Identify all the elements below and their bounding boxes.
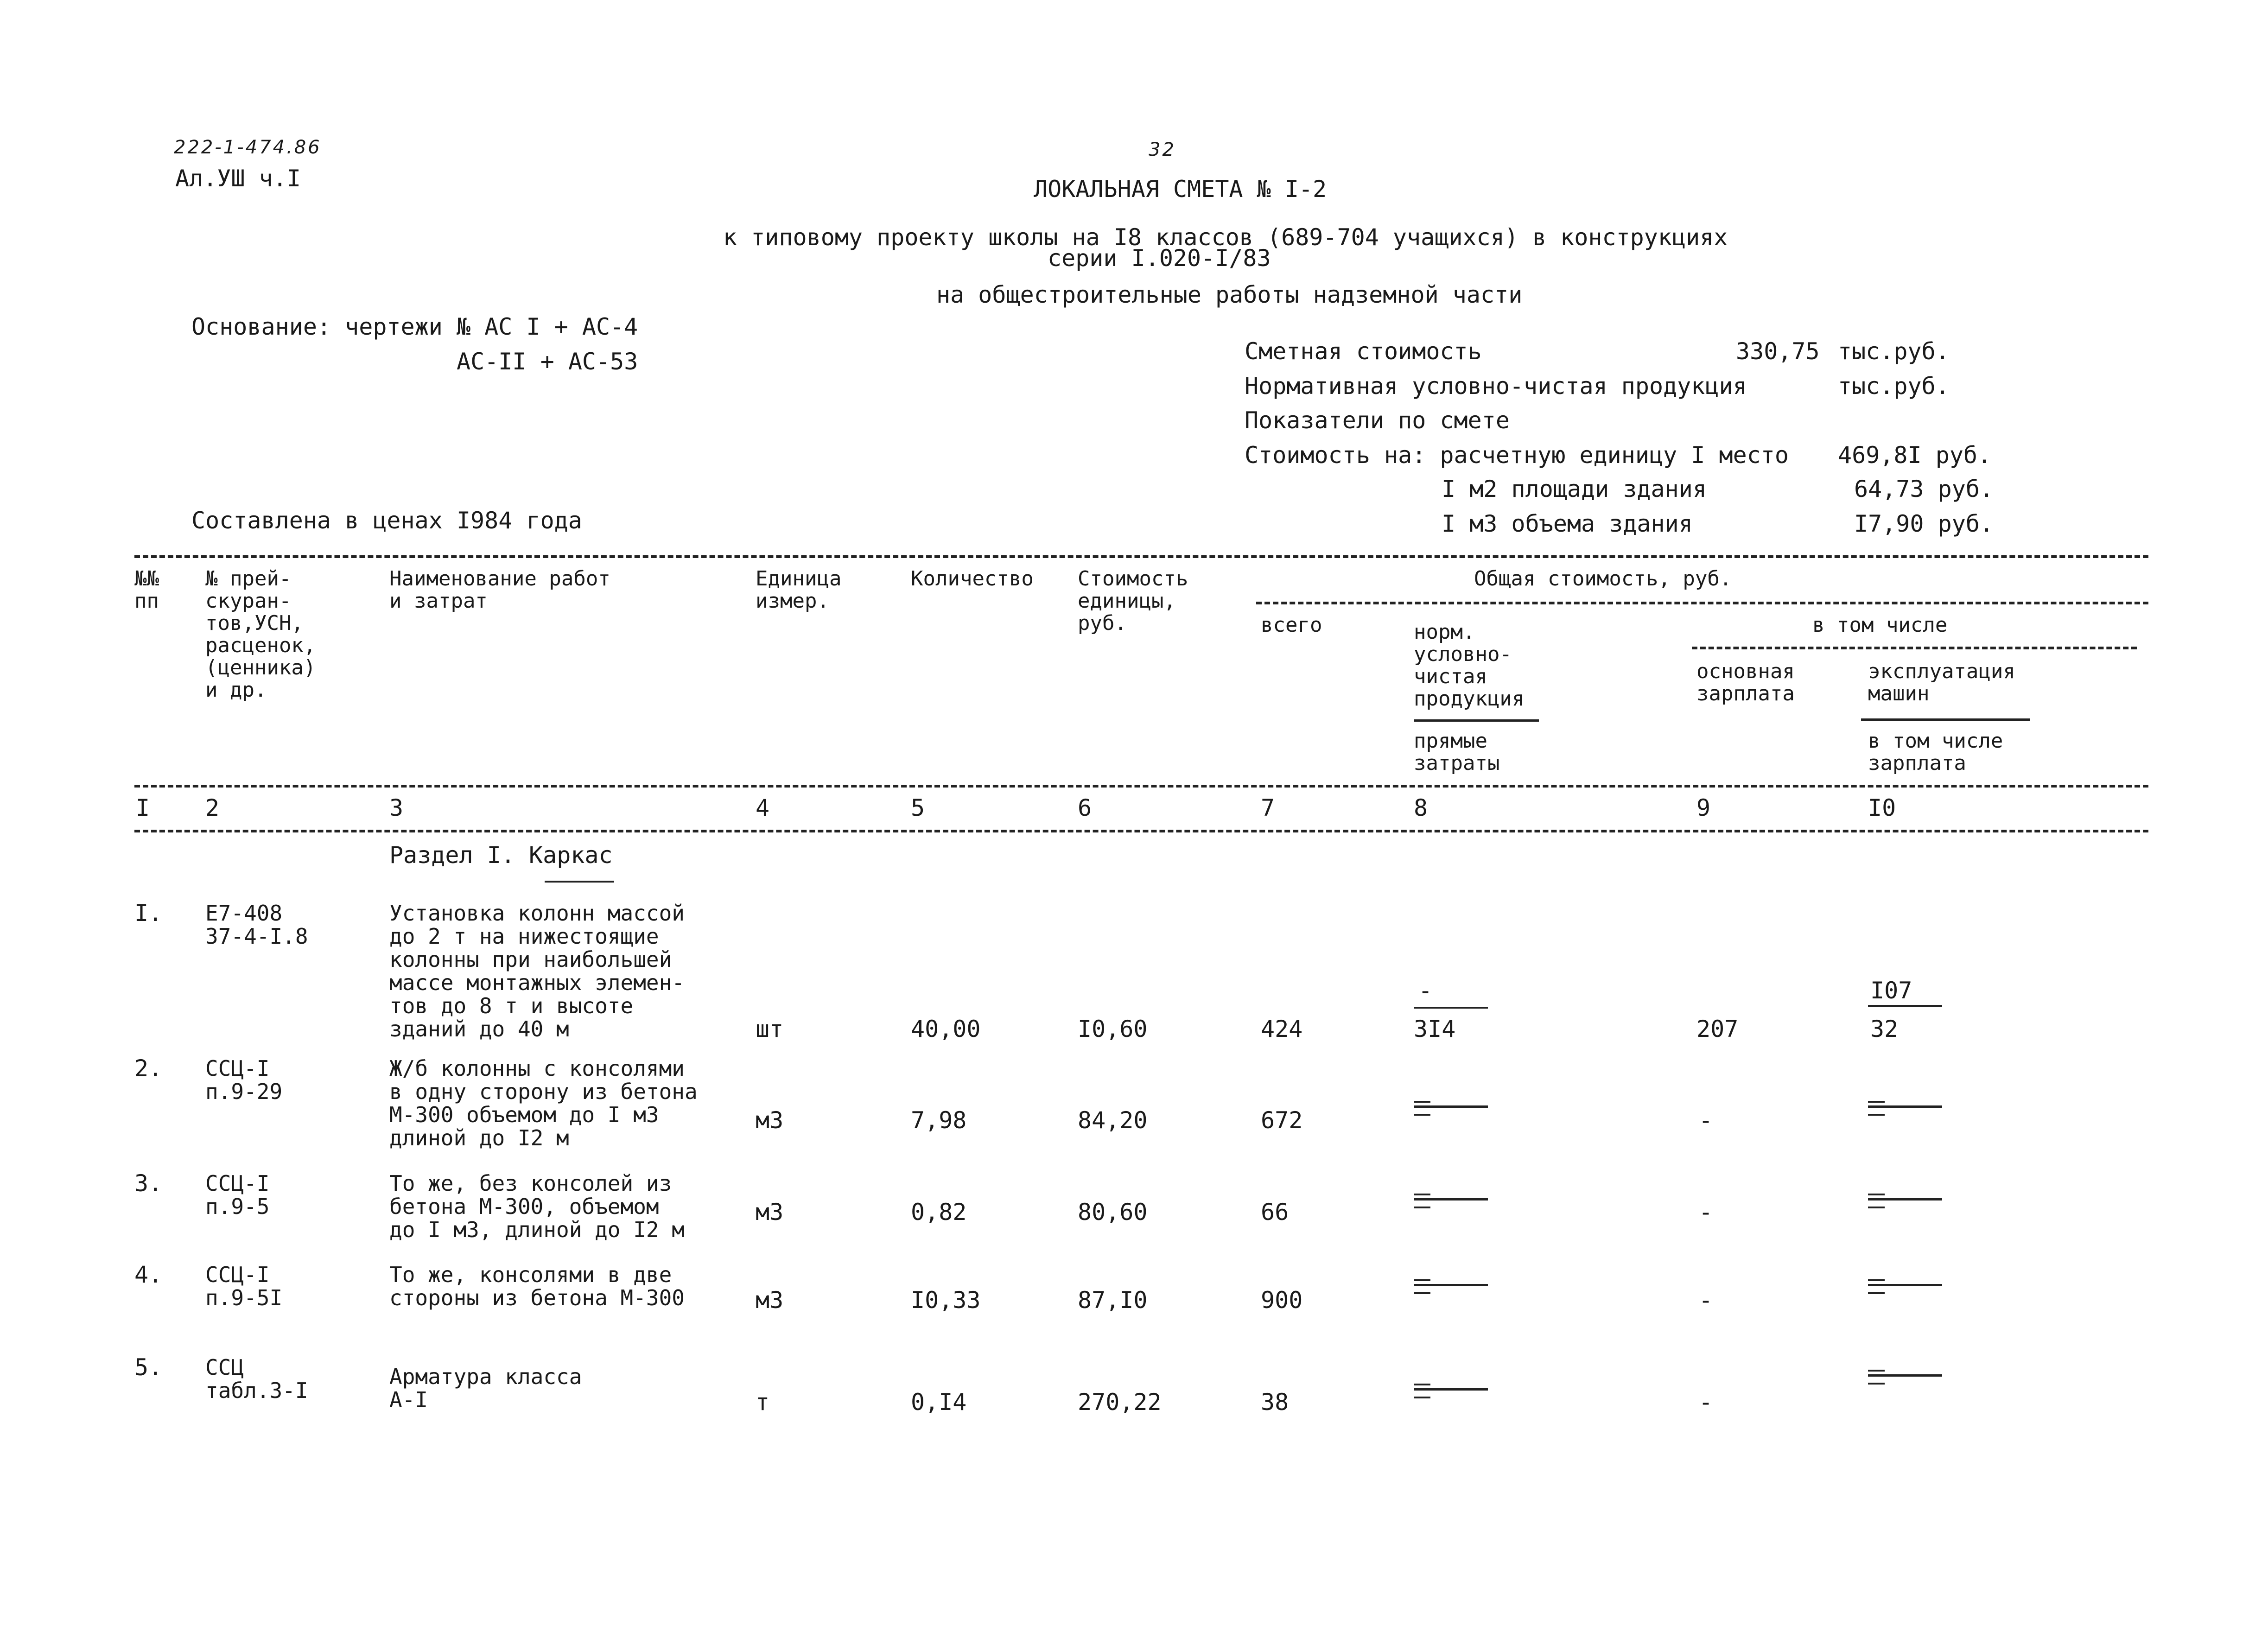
row-unit: м3 <box>756 1199 784 1226</box>
col-header-norm-product: норм. условно- чистая продукция <box>1414 620 1525 711</box>
row-unit: м3 <box>756 1287 784 1314</box>
cost-label: Сметная стоимость <box>1245 338 1482 365</box>
row-total: 900 <box>1261 1287 1303 1314</box>
section-title: Раздел I. Каркас <box>389 842 613 869</box>
row-code: ССЦ табл.3-I <box>205 1355 308 1403</box>
col-header-code: № прей- скуран- тов,УСН, расценок, (ценника) и др. <box>205 567 316 702</box>
album-label: Ал.УШ ч.I <box>175 165 301 192</box>
row-number: 2. <box>134 1055 163 1082</box>
col-header-machines-salary: в том числе зарплата <box>1868 729 2003 775</box>
col-header-direct-costs: прямые затраты <box>1414 729 1500 775</box>
row-quantity: I0,33 <box>911 1287 981 1314</box>
row-unit-cost: 270,22 <box>1078 1389 1162 1416</box>
col-header-number: №№ пп <box>134 567 159 613</box>
cost-per-place-label: Стоимость на: расчетную единицу I место <box>1245 442 1789 469</box>
col-header-total: всего <box>1261 613 1322 637</box>
row-name: Установка колонн массой до 2 т на нижестоящие колонны при наибольшей массе монтажных элемен- тов до 8 т и высоте зданий до 40 м <box>389 901 685 1042</box>
row-total: 424 <box>1261 1016 1303 1042</box>
row-machines: I07 <box>1870 977 1912 1004</box>
col-numbers-rule <box>134 830 2148 832</box>
row-code: ССЦ-I п.9-5 <box>205 1171 270 1219</box>
subtitle-line-2: серии I.020-I/83 <box>1048 245 1271 272</box>
document-title: ЛОКАЛЬНАЯ СМЕТА № I-2 <box>1034 176 1327 203</box>
basis-label: Основание: чертежи № АС I + АС-4 <box>191 313 638 340</box>
row-number: 3. <box>134 1170 163 1197</box>
row-code: ССЦ-I п.9-5I <box>205 1262 283 1310</box>
machines-underline <box>1861 718 2030 721</box>
cost-per-m2-label: I м2 площади здания <box>1442 476 1707 502</box>
row-unit: шт <box>756 1016 784 1042</box>
row-direct-costs: 3I4 <box>1414 1016 1456 1042</box>
row-machines-salary: 32 <box>1870 1016 1899 1042</box>
row-quantity: 0,82 <box>911 1199 967 1226</box>
page-number: 32 <box>1149 139 1176 160</box>
row-quantity: 40,00 <box>911 1016 981 1042</box>
row-total: 672 <box>1261 1107 1303 1134</box>
row-unit-cost: I0,60 <box>1078 1016 1148 1042</box>
row-unit: м3 <box>756 1107 784 1134</box>
col-number-2: 2 <box>205 794 220 821</box>
cost-per-m3-label: I м3 объема здания <box>1442 510 1693 537</box>
row-name: То же, без консолей из бетона М-300, объемом до I м3, длиной до I2 м <box>389 1171 685 1242</box>
row-quantity: 0,I4 <box>911 1389 967 1416</box>
row-unit: т <box>756 1389 770 1416</box>
col-number-6: 6 <box>1078 794 1092 821</box>
row-unit-cost: 84,20 <box>1078 1107 1148 1134</box>
header-bottom-rule <box>134 785 2148 788</box>
row-quantity: 7,98 <box>911 1107 967 1134</box>
row-number: 5. <box>134 1354 163 1381</box>
fraction-bar <box>1868 1005 1942 1007</box>
col-header-unit-cost: Стоимость единицы, руб. <box>1078 567 1188 635</box>
row-name: То же, консолями в две стороны из бетона М-300 <box>389 1262 685 1310</box>
col-number-3: 3 <box>389 794 404 821</box>
norm-product-underline <box>1414 719 1539 722</box>
row-base-salary: - <box>1699 1287 1713 1314</box>
col-number-9: 9 <box>1696 794 1711 821</box>
norm-product-unit: тыс.руб. <box>1838 373 1950 400</box>
norm-product-label: Нормативная условно-чистая продукция <box>1245 373 1747 400</box>
col-header-total-cost: Общая стоимость, руб. <box>1474 567 1732 591</box>
row-name: Арматура класса А-I <box>389 1364 582 1412</box>
cost-value: 330,75 <box>1736 338 1820 365</box>
indicators-label: Показатели по смете <box>1245 407 1510 434</box>
row-name: Ж/б колонны с консолями в одну сторону из бетона М-300 объемом до I м3 длиной до I2 м <box>389 1056 698 1150</box>
document-code: 222-1-474.86 <box>174 137 322 158</box>
col-header-quantity: Количество <box>911 567 1034 591</box>
fraction-bar <box>1414 1007 1488 1009</box>
price-basis: Составлена в ценах I984 года <box>191 507 582 534</box>
section-title-underline <box>545 881 614 883</box>
col-number-7: 7 <box>1261 794 1275 821</box>
cost-per-m3-value: I7,90 руб. <box>1854 510 1994 537</box>
row-base-salary: 207 <box>1696 1016 1739 1042</box>
col-number-4: 4 <box>756 794 770 821</box>
row-norm-product: - <box>1418 977 1433 1004</box>
row-unit-cost: 80,60 <box>1078 1199 1148 1226</box>
row-base-salary: - <box>1699 1199 1713 1226</box>
incl-rule <box>1692 647 2137 649</box>
subtitle-line-3: на общестроительные работы надземной части <box>936 281 1523 308</box>
row-total: 38 <box>1261 1389 1289 1416</box>
col-number-1: I <box>136 794 150 821</box>
col-header-base-salary: основная зарплата <box>1696 660 1795 705</box>
row-unit-cost: 87,I0 <box>1078 1287 1148 1314</box>
total-cost-rule <box>1256 602 2148 604</box>
col-header-including: в том числе <box>1812 613 1948 637</box>
cost-per-place-value: 469,8I руб. <box>1838 442 1992 469</box>
row-code: Е7-408 37-4-I.8 <box>205 901 308 949</box>
col-number-5: 5 <box>911 794 925 821</box>
row-total: 66 <box>1261 1199 1289 1226</box>
row-number: 4. <box>134 1261 163 1288</box>
basis-drawings: АС-II + АС-53 <box>457 348 638 375</box>
subtitle-line-1: к типовому проекту школы на I8 классов (689-704 учащихся) в конструкциях <box>723 224 1728 251</box>
col-header-name: Наименование работ и затрат <box>389 567 610 613</box>
row-code: ССЦ-I п.9-29 <box>205 1056 283 1104</box>
col-number-8: 8 <box>1414 794 1428 821</box>
col-header-unit: Единица измер. <box>756 567 842 613</box>
col-header-machines: эксплуатация машин <box>1868 660 2015 705</box>
cost-unit: тыс.руб. <box>1838 338 1950 365</box>
row-number: I. <box>134 900 163 927</box>
col-number-10: I0 <box>1868 794 1896 821</box>
table-top-rule <box>134 555 2148 558</box>
row-base-salary: - <box>1699 1389 1713 1416</box>
row-base-salary: - <box>1699 1107 1713 1134</box>
cost-per-m2-value: 64,73 руб. <box>1854 476 1994 502</box>
